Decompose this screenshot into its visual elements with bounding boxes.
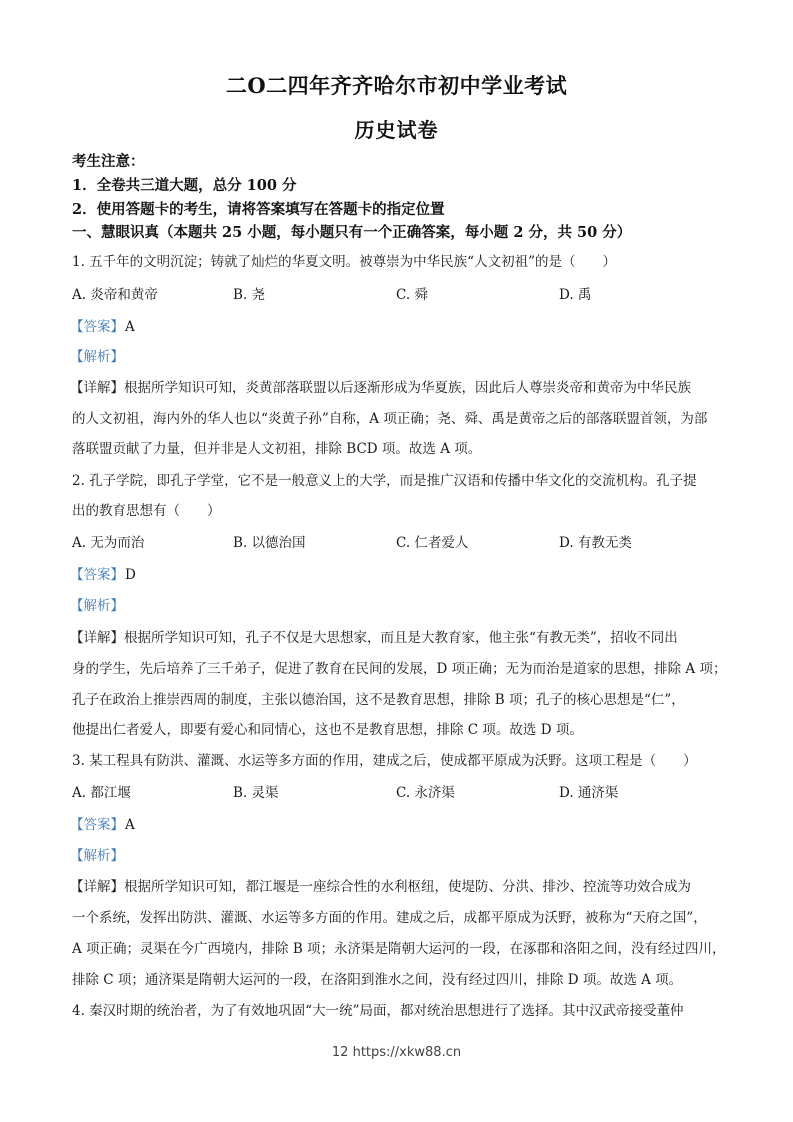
question-1-answer [70, 315, 135, 335]
exam-title: 二O二四年齐齐哈尔市初中学业考试 [225, 73, 568, 98]
question-3-stem: 3. 某工程具有防洪、灌溉、水运等多方面的作用，建成之后，使成都平原成为沃野。这项工程是（ ） [72, 753, 697, 769]
answer-label: 【答案】 [70, 817, 124, 833]
question-1-option-c: C. 舜 [396, 287, 428, 303]
question-2-detail-line-1 [70, 626, 678, 646]
question-2-option-c: C. 仁者爱人 [396, 535, 469, 551]
exam-subtitle: 历史试卷 [354, 118, 439, 142]
question-3-option-a: A. 都江堰 [72, 785, 131, 801]
notice-2: 2．使用答题卡的考生，请将答案填写在答题卡的指定位置 [72, 201, 445, 218]
question-3-option-d: D. 通济渠 [559, 785, 619, 801]
question-2-analysis [70, 594, 124, 614]
question-3-option-c: C. 永济渠 [396, 785, 455, 801]
question-1-analysis [70, 345, 124, 365]
detail-label: 【详解】 [70, 630, 124, 646]
notice-heading: 考生注意： [72, 153, 145, 170]
answer-label: 【答案】 [70, 319, 124, 335]
question-1-option-b: B. 尧 [233, 287, 266, 303]
notice-1: 1．全卷共三道大题，总分 100 分 [72, 177, 297, 194]
question-3-answer [70, 813, 135, 833]
question-1-detail-line-2: 的人文初祖，海内外的华人也以“炎黄子孙”自称，A 项正确；尧、舜、禹是黄帝之后的部落联盟首领，为部 [72, 411, 708, 427]
question-2-detail-line-3: 孔子在政治上推崇西周的制度，主张以德治国，这不是教育思想，排除 B 项；孔子的核心思想是“仁”， [72, 692, 685, 708]
question-3-detail-line-4: 排除 C 项；通济渠是隋朝大运河的一段，在洛阳到淮水之间，没有经过四川，排除 D 项。故选 A 项。 [72, 972, 683, 988]
question-2-detail-line-4: 他提出仁者爱人，即要有爱心和同情心，这也不是教育思想，排除 C 项。故选 D 项。 [72, 722, 583, 738]
question-1-detail-line-1 [70, 376, 691, 396]
analysis-label: 【解析】 [70, 349, 124, 365]
question-4-stem: 4. 秦汉时期的统治者，为了有效地巩固“大一统”局面，都对统治思想进行了选择。其中汉武帝接受董仲 [72, 1003, 684, 1019]
question-2-option-d: D. 有教无类 [559, 535, 632, 551]
detail-label: 【详解】 [70, 879, 124, 895]
question-1-detail-line-3: 落联盟贡献了力量，但并非是人文初祖，排除 BCD 项。故选 A 项。 [72, 441, 482, 457]
question-2-answer [70, 563, 136, 583]
question-3-detail-line-3: A 项正确；灵渠在今广西境内，排除 B 项；永济渠是隋朝大运河的一段，在涿郡和洛阳之间，没有经过四川， [72, 941, 726, 957]
detail-text: 根据所学知识可知，炎黄部落联盟以后逐渐形成为华夏族，因此后人尊崇炎帝和黄帝为中华民族 [124, 380, 691, 396]
question-1-stem: 1. 五千年的文明沉淀；铸就了灿烂的华夏文明。被尊崇为中华民族“人文初祖”的是（ ） [72, 254, 616, 270]
answer-label: 【答案】 [70, 567, 124, 583]
analysis-label: 【解析】 [70, 848, 124, 864]
question-1-option-a: A. 炎帝和黄帝 [72, 287, 158, 303]
question-1-option-d: D. 禹 [559, 287, 592, 303]
question-2-stem-line-1: 2. 孔子学院，即孔子学堂，它不是一般意义上的大学，而是推广汉语和传播中华文化的交流机构。孔子提 [72, 473, 697, 489]
question-3-option-b: B. 灵渠 [233, 785, 279, 801]
page-footer: 12 https://xkw88.cn [331, 1045, 462, 1060]
detail-text: 根据所学知识可知，都江堰是一座综合性的水利枢纽，使堤防、分洪、排沙、控流等功效合成为 [124, 879, 691, 895]
answer-value: A [125, 319, 135, 335]
answer-value: D [125, 567, 136, 583]
section-heading: 一、慧眼识真（本题共 25 小题，每小题只有一个正确答案，每小题 2 分，共 50 分） [72, 224, 632, 241]
question-2-stem-line-2: 出的教育思想有（ ） [72, 503, 221, 519]
answer-value: A [125, 817, 135, 833]
question-2-detail-line-2: 身的学生，先后培养了三千弟子，促进了教育在民间的发展，D 项正确；无为而治是道家的思想，排除 A 项； [72, 661, 727, 677]
question-2-option-a: A. 无为而治 [72, 535, 145, 551]
question-3-analysis [70, 844, 124, 864]
question-3-detail-line-2: 一个系统，发挥出防洪、灌溉、水运等多方面的作用。建成之后，成都平原成为沃野，被称为“天府之国”， [72, 910, 707, 926]
question-3-detail-line-1 [70, 875, 691, 895]
detail-text: 根据所学知识可知，孔子不仅是大思想家，而且是大教育家，他主张“有教无类”，招收不同出 [124, 630, 678, 646]
detail-label: 【详解】 [70, 380, 124, 396]
analysis-label: 【解析】 [70, 598, 124, 614]
question-2-option-b: B. 以德治国 [233, 535, 306, 551]
